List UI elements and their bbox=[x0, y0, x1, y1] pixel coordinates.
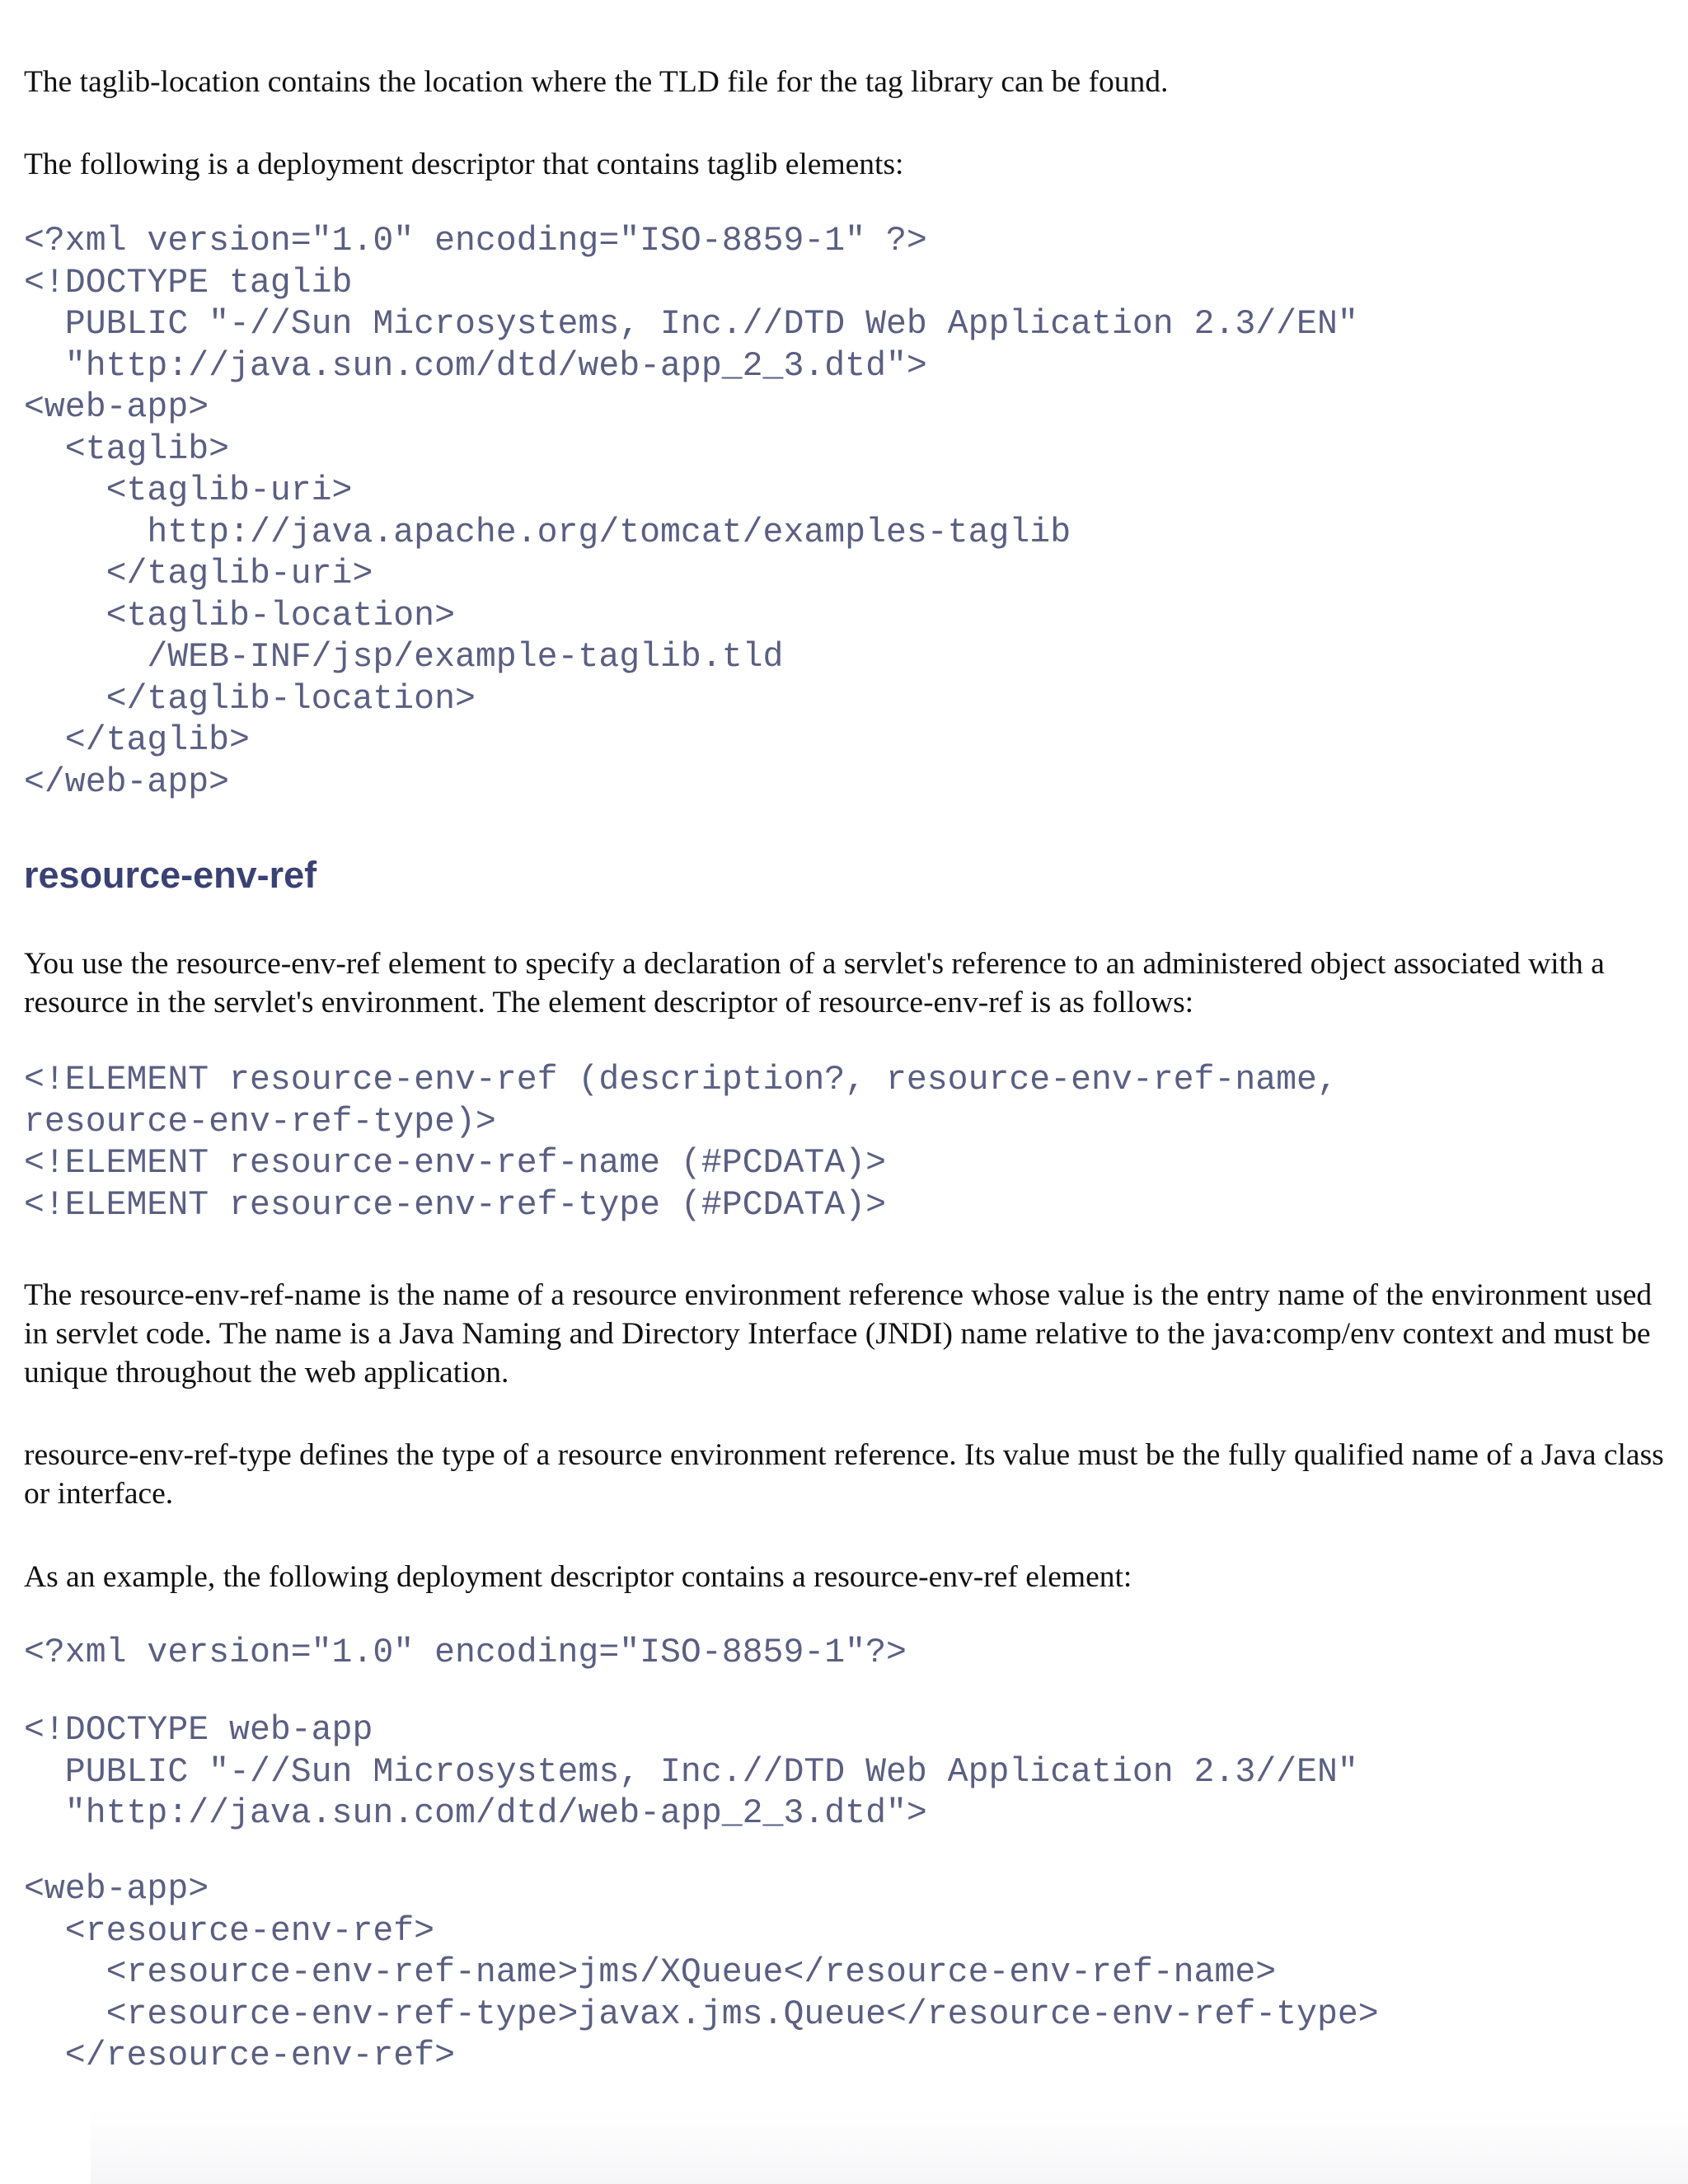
page-bottom-shading bbox=[91, 2110, 1688, 2184]
paragraph-taglib-location: The taglib-location contains the location where the TLD file for the tag library can be found. bbox=[24, 65, 1169, 99]
paragraph-example-intro: As an example, the following deployment descriptor contains a resource-env-ref element: bbox=[24, 1560, 1132, 1594]
code-block-doctype: <!DOCTYPE web-app PUBLIC "-//Sun Microsystems, Inc.//DTD Web Application 2.3//EN" "http://java.sun.com/dtd/web-app_2_3.dtd"> bbox=[24, 1711, 1358, 1833]
paragraph-resource-env-ref-intro: You use the resource-env-ref element to specify a declaration of a servlet's reference to an administered object associated with a resource in the servlet's environment. The element descriptor of resource-env-ref is as follows: bbox=[24, 947, 1605, 1019]
code-block-web-app-example: <web-app> <resource-env-ref> <resource-env-ref-name>jms/XQueue</resource-env-ref-name> <resource-env-ref-type>javax.jms.Queue</resource-env-ref-type> </resource-env-ref> bbox=[24, 1870, 1379, 2075]
code-block-taglib-example: <?xml version="1.0" encoding="ISO-8859-1" ?> <!DOCTYPE taglib PUBLIC "-//Sun Microsystems, Inc.//DTD Web Application 2.3//EN" "http://java.sun.com/dtd/web-app_2_3.dtd"> <web-app> <taglib> <taglib-uri> http://java.apache.org/tomcat/examples-taglib </taglib-uri> <taglib-location> /WEB-INF/jsp/example-taglib.tld </taglib-location> </taglib> </web-app> bbox=[24, 222, 1358, 802]
code-block-element-descriptor: <!ELEMENT resource-env-ref (description?, resource-env-ref-name, resource-env-ref-type)> <!ELEMENT resource-env-ref-name (#PCDATA)> <!ELEMENT resource-env-ref-type (#PCDATA)> bbox=[24, 1061, 1338, 1225]
paragraph-resource-env-ref-name: The resource-env-ref-name is the name of a resource environment reference whose value is the entry name of the environment used in servlet code. The name is a Java Naming and Directory Interface (JNDI) name relative to the java:comp/env context and must be unique throughout the web application. bbox=[24, 1278, 1653, 1390]
code-line-xml-declaration: <?xml version="1.0" encoding="ISO-8859-1"?> bbox=[24, 1633, 907, 1672]
paragraph-resource-env-ref-type: resource-env-ref-type defines the type of a resource environment reference. Its value must be the fully qualified name of a Java class or interface. bbox=[24, 1438, 1664, 1511]
paragraph-following-taglib: The following is a deployment descriptor that contains taglib elements: bbox=[24, 148, 904, 181]
section-heading-resource-env-ref: resource-env-ref bbox=[24, 854, 317, 896]
